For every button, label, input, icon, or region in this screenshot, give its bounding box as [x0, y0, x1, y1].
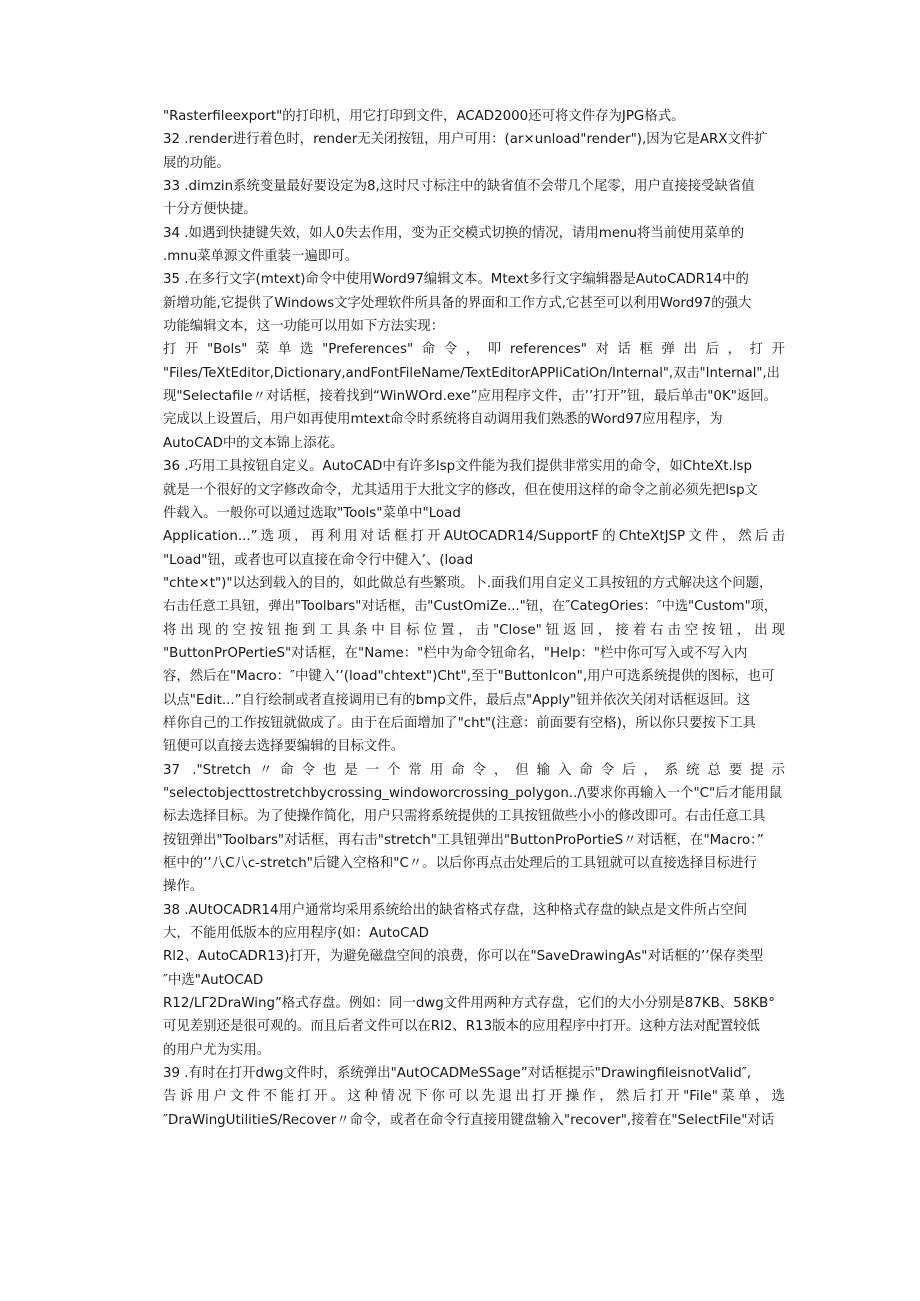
text-line: 39 .有时在打开dwg文件时，系统弹出"AutOCADMeSSage”对话框提示"DrawingfileisnotValid″,: [163, 1066, 752, 1082]
text-line: 十分方便快捷。: [163, 202, 257, 218]
text-line: 样你自己的工作按钮就做成了。由于在后面增加了"cht"(注意：前面要有空格)，所以你只要按下工具: [163, 715, 756, 731]
text-line: 新增功能,它提供了Windows文字处理软件所具备的界面和工作方式,它甚至可以利用Word97的强大: [163, 295, 752, 311]
text-line: 34 .如遇到快捷键失效，如人0失去作用，变为正交模式切换的情况，请用menu将当前使用菜单的: [163, 225, 745, 241]
text-line: ″中选"AutOCAD: [163, 972, 264, 988]
text-line: 35 .在多行文字(mtext)命令中使用Word97编辑文本。Mtext多行文字编辑器是AutoCADR14中的: [163, 272, 749, 288]
text-line: "ButtonPrOPertieS"对话框，在"Name："栏中为命令钮命名，"Help："栏中你可写入或不写入内: [163, 645, 748, 661]
text-line: 按钮弹出"Toolbars"对话框，再右击"stretch"工具钮弹出"ButtonProPortieS〃对话框，在"Macro：”: [163, 832, 764, 848]
text-line: 功能编辑文本，这一功能可以用如下方法实现：: [163, 319, 445, 335]
text-line: 容，然后在"Macro：″中键入’’(load"chtext")Cht",至于"ButtonIcon",用户可选系统提供的图标，也可: [163, 669, 775, 685]
text-line: "selectobjecttostretchbycrossing_windoworcrossing_polygon..∕\要求你再输入一个"C"后才能用鼠: [163, 785, 783, 801]
text-line: ″DraWingUtilitieS/Recover〃命令，或者在命令行直接用键盘输入"recover",接着在"SelectFile"对话: [163, 1112, 775, 1128]
text-line: "chte×t")"以达到载入的目的，如此做总有些繁琐。卜.面我们用自定义工具按钮的方式解决这个问题，: [163, 575, 773, 591]
text-line: 的用户尤为实用。: [163, 1042, 271, 1058]
text-line: AutoCAD中的文本锦上添花。: [163, 435, 344, 451]
text-line: 以点"Edit...”自行绘制或者直接调用已有的bmp文件，最后点"Apply"钮并依次关闭对话框返回。这: [163, 692, 751, 708]
text-line: 告诉用户文件不能打开。这种情况下你可以先退出打开操作，然后打开"File"菜单，选: [163, 1089, 785, 1105]
text-line: 完成以上设置后，用户如再使用mtext命令时系统将自动调用我们熟悉的Word97应用程序，为: [163, 412, 723, 428]
text-line: Application...”选项，再利用对话框打开AUtOCADR14∕SupportF的ChteXtJSP文件，然后击: [163, 529, 785, 545]
text-line: 操作。: [163, 879, 204, 895]
text-line: .mnu菜单源文件重装一遍即可。: [163, 249, 358, 265]
text-line: 33 .dimzin系统变量最好要设定为8,这时尺寸标注中的缺省值不会带几个尾零，用户直接接受缺省值: [163, 179, 755, 195]
text-line: 展的功能。: [163, 155, 230, 171]
text-line: 钮便可以直接去选择要编辑的目标文件。: [163, 739, 405, 755]
text-line: "Rasterfileexport"的打印机，用它打印到文件，ACAD2000还可将文件存为JPG格式。: [163, 109, 685, 124]
document-body: [163, 105, 785, 1132]
text-line: 38 .AUtOCADR14用户通常均采用系统给出的缺省格式存盘，这种格式存盘的缺点是文件所占空间: [163, 902, 748, 918]
text-line: 件载入。一般你可以通过选取"Tools"菜单中"Load: [163, 505, 461, 521]
text-line: Rl2、AutoCADR13)打开，为避免磁盘空间的浪费，你可以在"SaveDrawingAs"对话框的’’保存类型: [163, 949, 764, 965]
text-line: "Files∕TeXtEditor,Dictionary,andFontFileName/TextEditorAPPIiCatiOn/Internal",双击"Internal",出: [163, 365, 780, 381]
text-line: 右击任意工具钮，弹出"Toolbars"对话框，击"CustOmiZe..."钮，在″CategOries：″中选"Custom"项，: [163, 599, 778, 615]
text-line: 框中的’’八C八c-stretch"后键入空格和"C〃。以后你再点击处理后的工具钮就可以直接选择目标进行: [163, 856, 757, 871]
text-line: 36 .巧用工具按钮自定义。AutoCAD中有许多lsp文件能为我们提供非常实用的命令，如ChteXt.lsp: [163, 459, 752, 475]
text-line: 可见差别还是很可观的。而且后者文件可以在Rl2、R13版本的应用程序中打开。这种方法对配置较低: [163, 1019, 760, 1035]
text-line: 将出现的空按钮拖到工具条中目标位置，击"Close"钮返回，接着右击空按钮，出现: [163, 622, 785, 638]
text-line: "Load"钮，或者也可以直接在命令行中健入’、(load: [163, 552, 474, 568]
text-line: 大，不能用低版本的应用程序(如：AutoCAD: [163, 926, 429, 942]
text-line: 32 .render进行着色时，render无关闭按钮，用户可用：(ar×unload"render"),因为它是ARX文件扩: [163, 132, 768, 148]
text-line: 标去选择目标。为了使操作简化，用户只需将系统提供的工具按钮做些小小的修改即可。右击任意工具: [163, 809, 766, 825]
text-line: R12∕LΓ2DraWing”格式存盘。例如：同一dwg文件用两种方式存盘，它们的大小分别是87KB、58KB°: [163, 996, 775, 1012]
text-line: 现"Selectafile〃对话框，接着找到“WinWOrd.exe”应用程序文件，击’’打开”钮，最后单击"0K"返回。: [163, 389, 778, 405]
text-line: 就是一个很好的文字修改命令，尤其适用于大批文字的修改，但在使用这样的命令之前必须先把lsp文: [163, 482, 758, 498]
text-line: 打开"Bols"菜单选"Preferences"命令，叩references"对话框弹出后，打开: [163, 342, 785, 358]
text-line: 37 ."Stretch〃命令也是一个常用命令，但输入命令后，系统总要提示: [163, 762, 785, 778]
